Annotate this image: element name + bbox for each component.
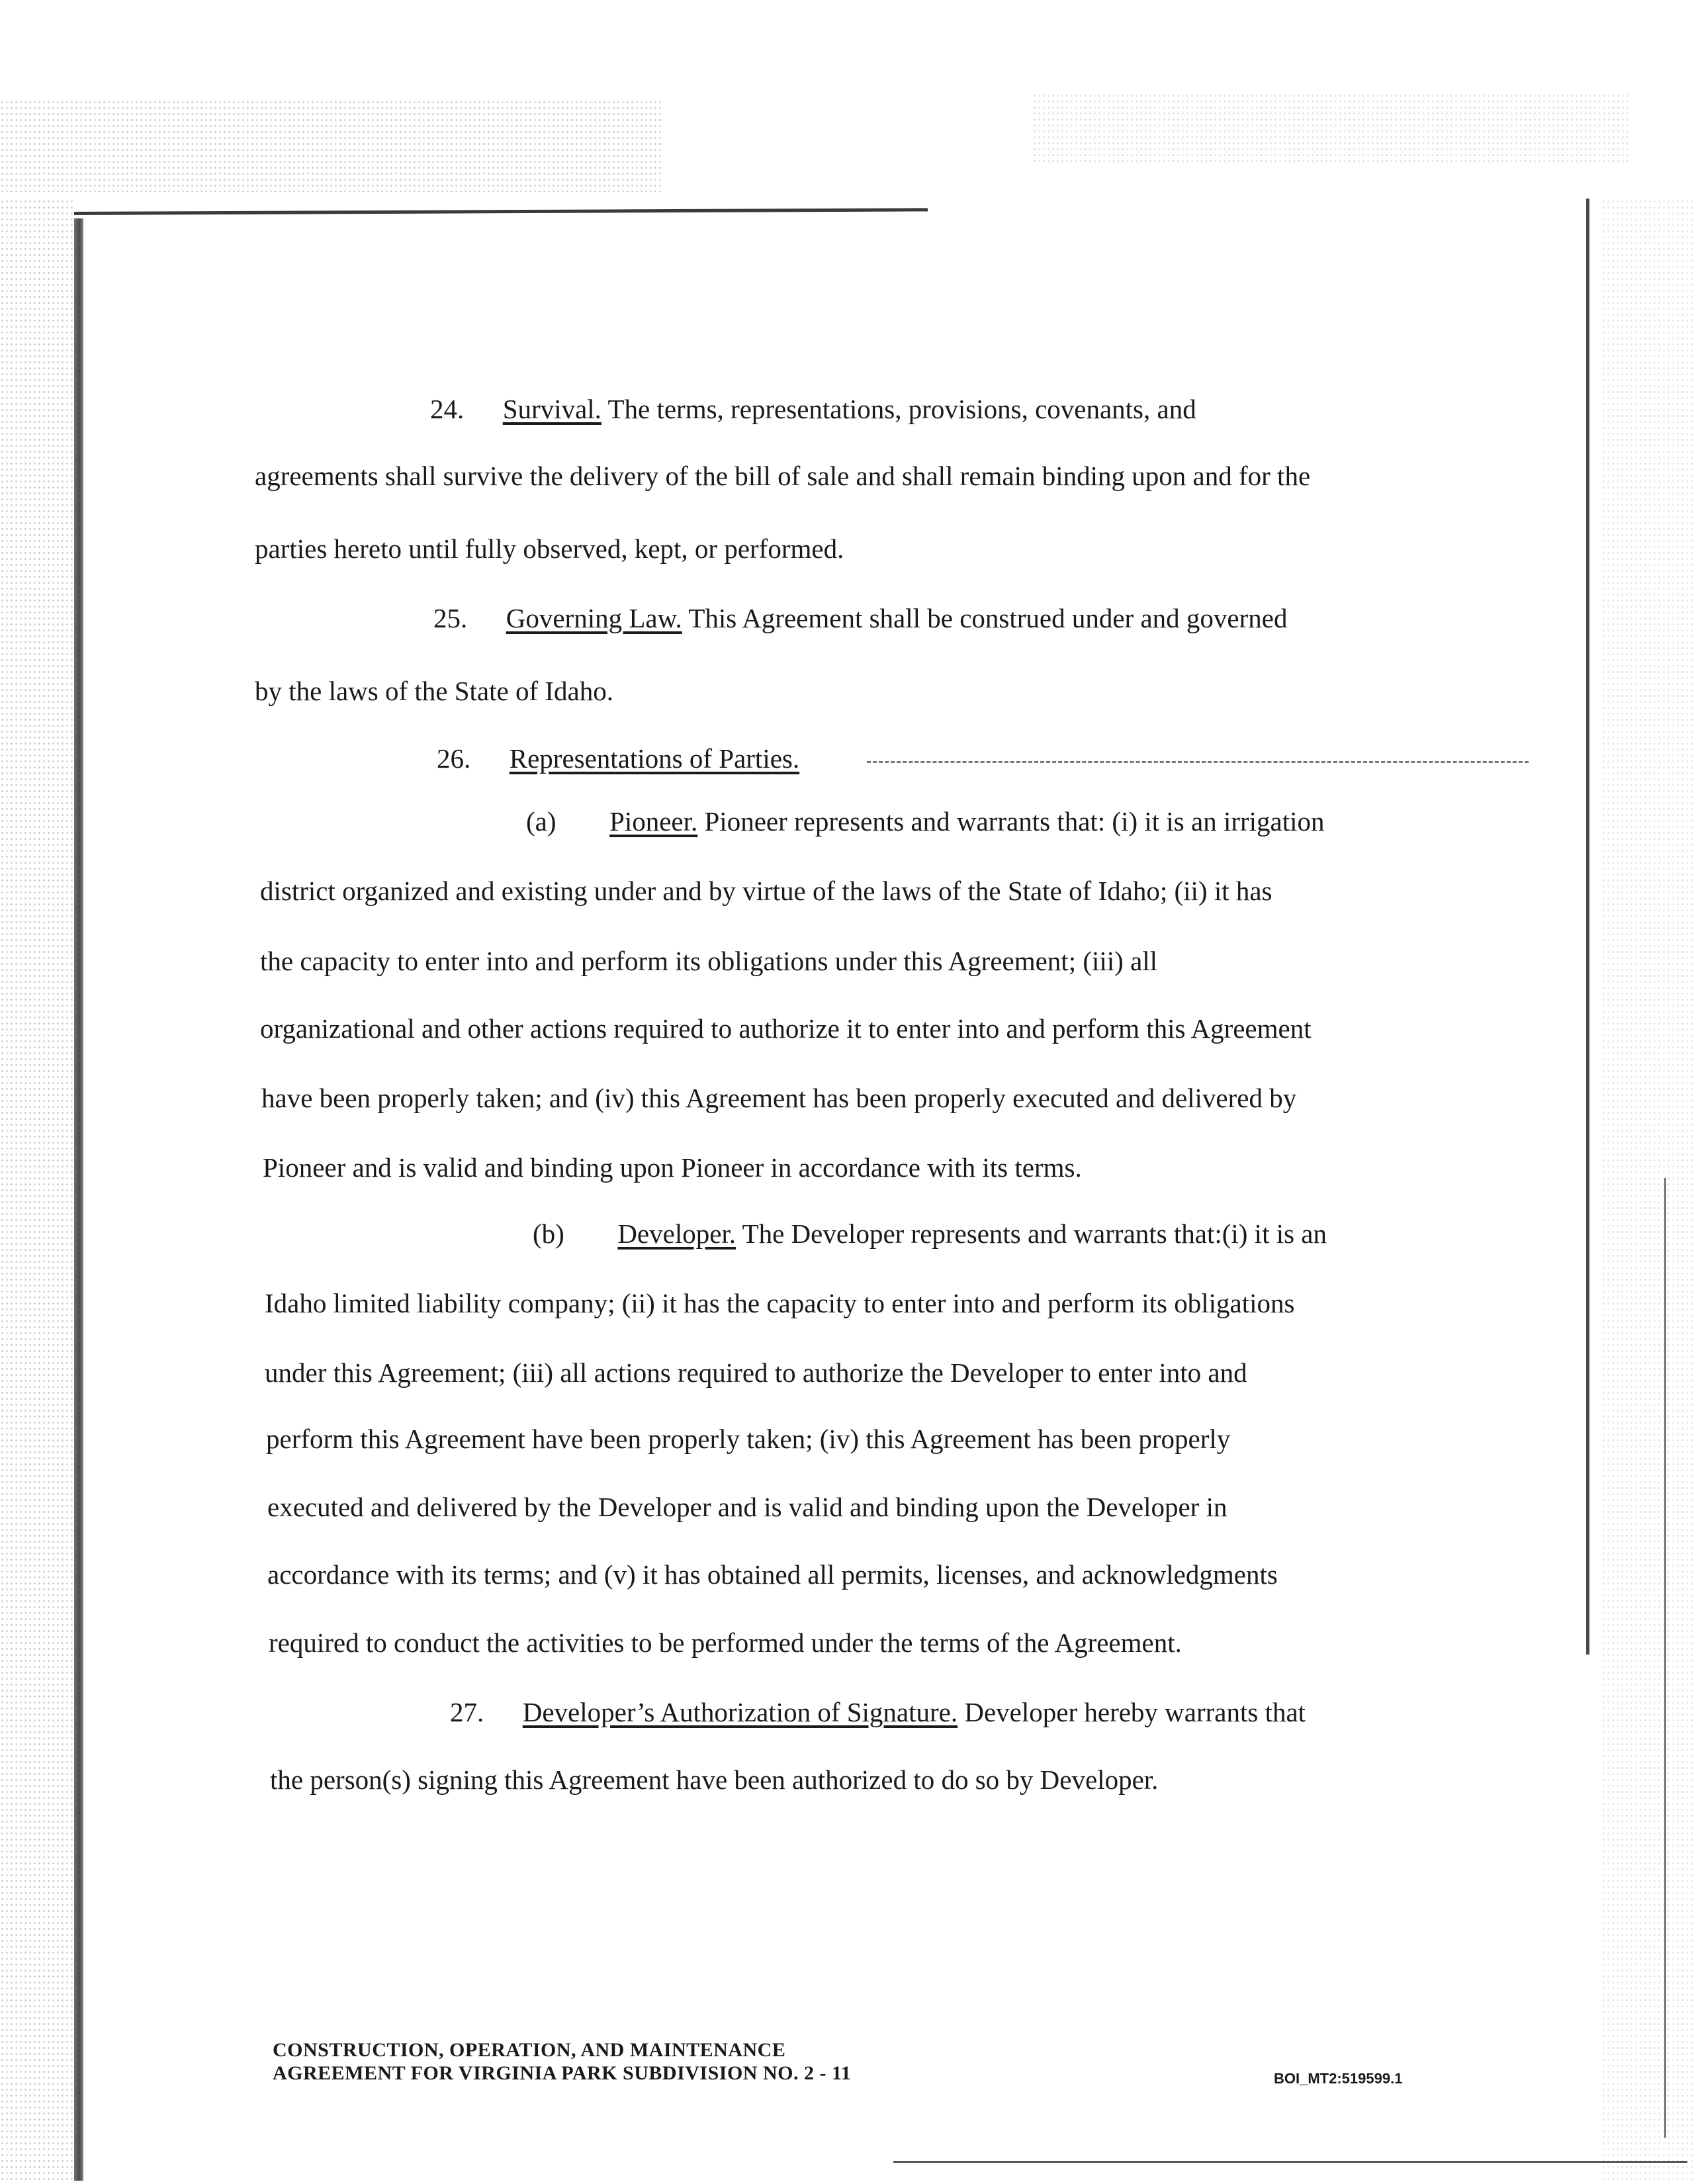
- section-text: Developer hereby warrants that: [964, 1697, 1306, 1727]
- section-24-first-line: [430, 393, 1196, 425]
- subsection-text: Pioneer represents and warrants that: (i) it is an irrigation: [704, 806, 1325, 837]
- section-number: 25.: [433, 603, 468, 633]
- section-26b-line: perform this Agreement have been properly taken; (iv) this Agreement has been properly: [266, 1424, 1231, 1454]
- section-26a-line: the capacity to enter into and perform its obligations under this Agreement; (iii) all: [260, 946, 1158, 976]
- scan-noise-right: [1601, 199, 1694, 2184]
- footer-title-line-2: AGREEMENT FOR VIRGINIA PARK SUBDIVISION NO. 2 - 11: [273, 2062, 852, 2084]
- section-24-line: agreements shall survive the delivery of the bill of sale and shall remain binding upon and for the: [255, 461, 1311, 491]
- section-26a-line: Pioneer and is valid and binding upon Pioneer in accordance with its terms.: [263, 1152, 1082, 1183]
- section-number: 24.: [430, 394, 465, 424]
- section-26b-line: required to conduct the activities to be performed under the terms of the Agreement.: [269, 1627, 1182, 1658]
- subsection-label: (b): [533, 1218, 564, 1249]
- subsection-heading: Developer.: [617, 1218, 736, 1249]
- subsection-heading: Pioneer.: [609, 806, 698, 837]
- section-27-first-line: [450, 1696, 1306, 1728]
- footer-document-id: BOI_MT2:519599.1: [1274, 2070, 1403, 2087]
- page-frame-top: [74, 208, 928, 215]
- page-frame-right: [1586, 199, 1589, 1655]
- section-number: 27.: [450, 1697, 484, 1727]
- subsection-text: The Developer represents and warrants that:(i) it is an: [742, 1218, 1327, 1249]
- section-text: The terms, representations, provisions, covenants, and: [607, 394, 1196, 424]
- scan-dash-artifact: [867, 761, 1529, 763]
- section-26b-line: executed and delivered by the Developer and is valid and binding upon the Developer in: [267, 1492, 1227, 1522]
- section-27-line: the person(s) signing this Agreement have been authorized to do so by Developer.: [270, 1764, 1159, 1795]
- scan-noise-top-right: [1032, 93, 1628, 165]
- section-26b-first-line: [533, 1218, 1327, 1250]
- section-25-line: by the laws of the State of Idaho.: [255, 676, 613, 706]
- section-25-first-line: [433, 602, 1287, 634]
- page-frame-left: [74, 218, 83, 2181]
- footer-title-line-1: CONSTRUCTION, OPERATION, AND MAINTENANCE: [273, 2039, 786, 2061]
- scan-noise-top: [0, 99, 662, 192]
- page-frame-bottom: [893, 2161, 1687, 2163]
- section-heading: Governing Law.: [506, 603, 682, 633]
- section-26b-line: under this Agreement; (iii) all actions required to authorize the Developer to enter into and: [265, 1357, 1247, 1388]
- section-heading: Developer’s Authorization of Signature.: [522, 1697, 958, 1727]
- section-heading: Survival.: [502, 394, 602, 424]
- section-26a-first-line: [526, 805, 1325, 837]
- section-26b-line: Idaho limited liability company; (ii) it has the capacity to enter into and perform its obligations: [265, 1288, 1295, 1318]
- page-frame-right-outer: [1664, 1178, 1666, 2138]
- section-text: This Agreement shall be construed under and governed: [688, 603, 1288, 633]
- subsection-label: (a): [526, 806, 557, 837]
- section-26a-line: have been properly taken; and (iv) this Agreement has been properly executed and delivered by: [261, 1083, 1297, 1113]
- section-24-line: parties hereto until fully observed, kept, or performed.: [255, 533, 844, 564]
- section-26a-line: organizational and other actions required to authorize it to enter into and perform this Agreement: [260, 1013, 1312, 1044]
- scan-noise-left: [0, 199, 73, 2184]
- section-26-heading-line: [437, 743, 799, 774]
- section-26a-line: district organized and existing under and by virtue of the laws of the State of Idaho; (ii) it has: [260, 876, 1272, 906]
- section-heading: Representations of Parties.: [509, 743, 800, 774]
- section-26b-line: accordance with its terms; and (v) it has obtained all permits, licenses, and acknowledgments: [267, 1559, 1278, 1590]
- section-number: 26.: [437, 743, 471, 774]
